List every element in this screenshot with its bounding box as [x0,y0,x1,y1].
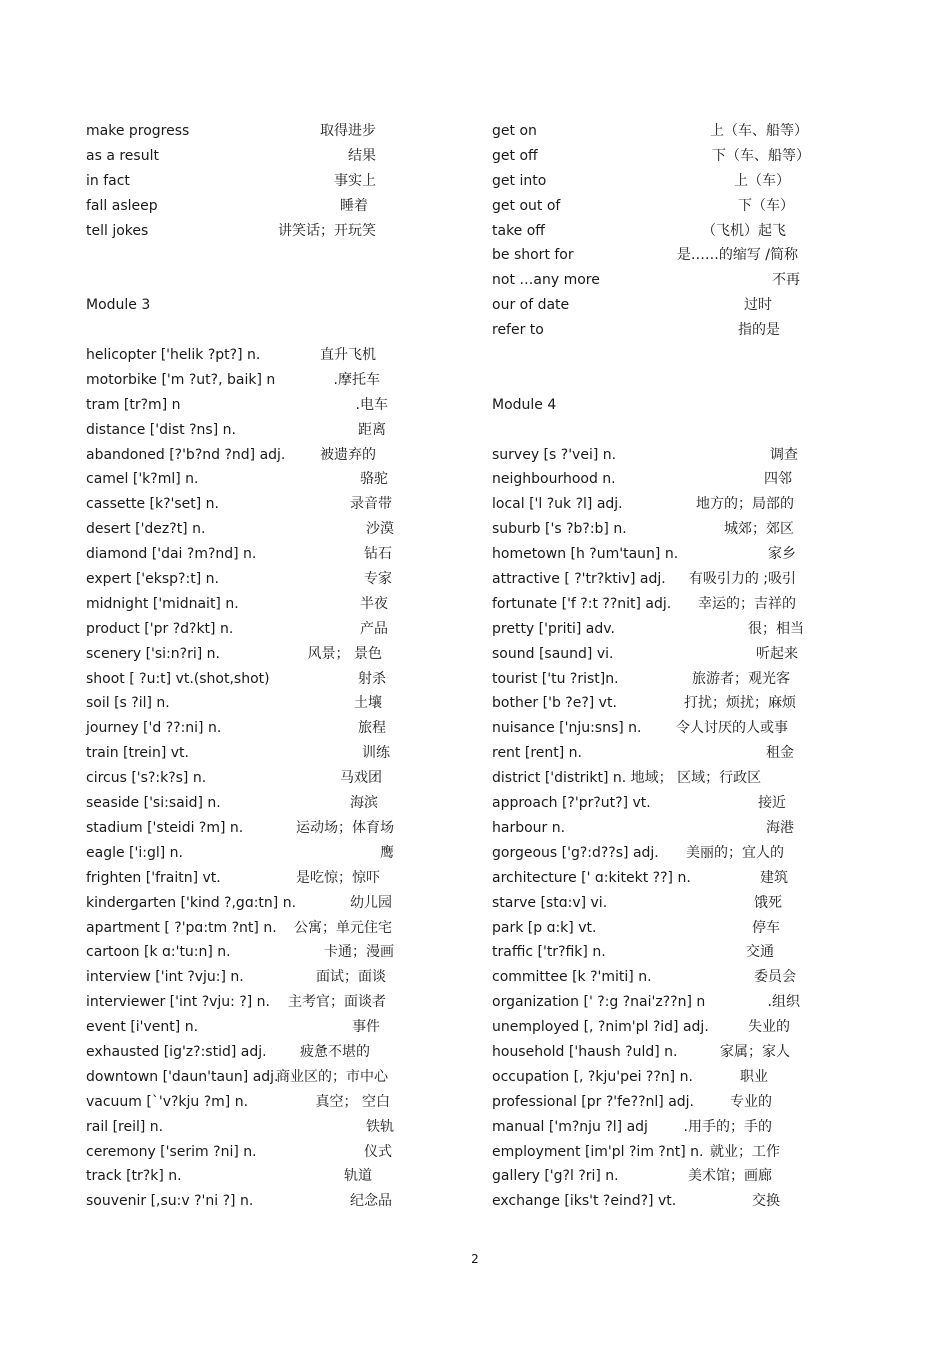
vocab-translation: 海滨 [350,795,378,812]
vocab-entry [86,343,406,368]
vocab-entry [86,517,406,542]
vocab-translation: 职业 [740,1068,768,1085]
vocab-translation: 仪式 [364,1143,392,1160]
module-heading-text: Module 3 [86,297,151,314]
vocab-term: professional [pr ?'fe??nl] adj. [492,1093,694,1110]
vocab-translation: 听起来 [756,645,798,662]
vocab-term: midnight ['midnait] n. [86,595,239,612]
vocab-translation: 产品 [360,620,388,637]
vocab-entry [86,816,406,841]
blank-line [86,318,406,343]
vocab-entry [492,816,822,841]
vocab-entry [86,467,406,492]
vocab-translation: （飞机）起飞 [702,222,786,239]
vocab-entry [492,492,822,517]
vocab-translation: 调查 [770,446,798,463]
blank-line [86,243,406,268]
vocab-translation: 上（车、船等） [710,123,808,139]
page-number: 2 [471,1252,479,1266]
vocab-term: track [tr?k] n. [86,1168,182,1185]
vocab-translation: 四邻 [764,471,792,488]
vocab-entry [492,144,822,169]
vocab-term: helicopter ['helik ?pt?] n. [86,347,261,364]
vocab-term: district ['distrikt] n. 地域； 区域；行政区 [492,770,762,787]
vocab-translation: 交通 [746,944,774,961]
vocab-entry [492,1040,822,1065]
vocab-entry [86,741,406,766]
vocab-term: be short for [492,247,574,264]
vocab-translation: .摩托车 [333,371,380,388]
vocab-term: kindergarten ['kind ?,gɑ:tn] n. [86,894,297,911]
vocab-entry [86,418,406,443]
vocab-term: take off [492,222,545,239]
vocab-translation: .用手的；手的 [683,1118,772,1135]
vocab-translation: 是……的缩写 /简称 [676,247,798,264]
vocab-entry [86,219,406,244]
vocab-term: rail [reil] n. [86,1118,164,1135]
vocab-translation: 上（车） [734,172,790,189]
vocab-entry [86,916,406,941]
vocab-translation: 直升飞机 [320,347,376,364]
vocab-term: fall asleep [86,197,158,214]
vocab-entry [86,144,406,169]
vocab-entry [492,617,822,642]
vocab-translation: 事件 [352,1019,380,1036]
vocab-term: get out of [492,197,561,214]
vocab-entry [86,891,406,916]
vocab-translation: .组织 [767,994,800,1011]
vocab-translation: 沙漠 [366,521,394,538]
vocab-term: gallery ['g?l ?ri] n. [492,1168,619,1185]
vocab-translation: 铁轨 [366,1118,394,1135]
vocab-entry [492,1015,822,1040]
vocab-entry [86,1090,406,1115]
vocab-entry [86,691,406,716]
vocab-entry [492,866,822,891]
vocab-term: unemployed [, ?nim'pl ?id] adj. [492,1019,709,1036]
vocab-entry [492,766,822,791]
vocab-term: architecture [' ɑ:kitekt ??] n. [492,869,691,886]
vocab-entry [86,1164,406,1189]
vocab-term: desert ['dez?t] n. [86,521,206,538]
vocab-translation: 专业的 [730,1093,772,1110]
vocab-translation: 真空； 空白 [315,1093,390,1110]
vocab-term: in fact [86,172,130,189]
blank-line [492,343,822,368]
vocab-translation: 距离 [358,421,386,438]
vocab-term: soil [s ?il] n. [86,695,170,712]
vocab-translation: 风景； 景色 [307,645,382,662]
vocab-entry [86,567,406,592]
vocab-entry [86,791,406,816]
vocab-entry [86,492,406,517]
vocab-term: fortunate ['f ?:t ??nit] adj. [492,595,672,612]
vocab-translation: 交换 [752,1193,780,1210]
vocab-term: pretty ['priti] adv. [492,620,615,637]
vocab-translation: .电车 [355,396,388,413]
vocab-translation: 旅程 [358,720,386,737]
vocab-term: traffic ['tr?fik] n. [492,944,606,961]
vocab-translation: 停车 [752,919,780,936]
vocab-term: harbour n. [492,819,566,836]
vocab-term: manual ['m?nju ?l] adj [492,1118,648,1135]
module-heading [86,293,406,318]
vocab-term: exhausted [ig'z?:stid] adj. [86,1043,267,1060]
vocab-translation: 过时 [744,297,772,314]
vocab-translation: 家乡 [768,546,796,563]
vocab-term: distance ['dist ?ns] n. [86,421,236,438]
vocab-term: neighbourhood n. [492,471,616,488]
vocab-entry [86,443,406,468]
vocab-translation: 轨道 [344,1168,372,1185]
vocab-translation: 面试；面谈 [316,969,386,986]
vocab-entry [492,965,822,990]
vocab-term: event [i'vent] n. [86,1019,199,1036]
vocab-translation: 被遗弃的 [320,446,376,463]
vocab-translation: 打扰；烦扰；麻烦 [684,695,796,712]
vocab-translation: 饿死 [754,894,782,911]
vocab-term: tourist ['tu ?rist]n. [492,670,619,687]
vocab-entry [492,741,822,766]
vocab-entry [86,1040,406,1065]
vocab-translation: 建筑 [760,869,788,886]
vocab-term: household ['haush ?uld] n. [492,1043,678,1060]
vocab-translation: 疲惫不堪的 [300,1043,370,1060]
vocab-translation: 下（车、船等） [712,147,810,164]
vocab-term: our of date [492,297,570,314]
vocab-translation: 卡通；漫画 [324,944,394,961]
vocab-translation: 委员会 [754,969,796,986]
vocab-entry [492,940,822,965]
vocab-translation: 半夜 [360,595,388,612]
vocab-term: hometown [h ?um'taun] n. [492,546,679,563]
vocab-entry [86,841,406,866]
module-heading [492,393,822,418]
vocab-entry [492,791,822,816]
vocab-translation: 结果 [348,147,376,164]
vocab-translation: 讲笑话；开玩笑 [278,222,376,239]
vocab-translation: 鹰 [380,844,394,861]
vocab-entry [86,866,406,891]
vocab-entry [86,1115,406,1140]
vocab-term: seaside ['si:said] n. [86,795,221,812]
vocab-entry [86,940,406,965]
vocab-translation: 射杀 [358,670,386,687]
vocab-translation: 幼儿园 [350,894,392,911]
blank-line [86,268,406,293]
vocab-translation: 租金 [766,745,794,762]
vocab-entry [492,1090,822,1115]
vocab-translation: 美丽的；宜人的 [686,844,784,861]
vocab-term: journey ['d ??:ni] n. [86,720,222,737]
vocab-translation: 训练 [362,745,390,762]
vocab-term: tram [tr?m] n [86,396,181,413]
vocab-entry [492,1065,822,1090]
vocab-term: cartoon [k ɑ:'tu:n] n. [86,944,231,961]
vocab-term: scenery ['si:n?ri] n. [86,645,220,662]
vocab-term: souvenir [,su:v ?'ni ?] n. [86,1193,254,1210]
vocab-term: get on [492,123,537,139]
vocab-translation: 接近 [758,795,786,812]
vocab-term: camel ['k?ml] n. [86,471,199,488]
vocab-translation: 录音带 [350,496,392,513]
right-column [492,119,822,1214]
vocab-translation: 运动场；体育场 [296,819,394,836]
vocab-term: refer to [492,322,544,339]
vocab-entry [492,293,822,318]
blank-line [492,418,822,443]
vocab-entry [492,119,822,144]
vocab-term: interviewer ['int ?vju: ?] n. [86,994,271,1011]
vocab-term: vacuum [`'v?kju ?m] n. [86,1093,249,1110]
vocab-term: occupation [, ?kju'pei ??n] n. [492,1068,693,1085]
vocab-entry [492,443,822,468]
vocab-entry [492,691,822,716]
vocab-translation: 钻石 [364,546,392,563]
vocab-translation: 指的是 [738,322,780,339]
vocab-translation: 下（车） [738,197,794,214]
vocab-term: exchange [iks't ?eind?] vt. [492,1193,677,1210]
vocab-entry [86,1189,406,1214]
vocab-term: downtown ['daun'taun] adj. [86,1068,279,1085]
module-heading-text: Module 4 [492,396,557,413]
vocab-entry [86,1140,406,1165]
vocab-term: starve [stɑ:v] vi. [492,894,608,911]
vocab-term: approach [?'pr?ut?] vt. [492,795,651,812]
vocab-term: ceremony ['serim ?ni] n. [86,1143,257,1160]
vocab-entry [492,716,822,741]
vocab-term: survey [s ?'vei] n. [492,446,617,463]
vocab-entry [86,716,406,741]
vocab-term: cassette [k?'set] n. [86,496,219,513]
vocab-term: bother ['b ?e?] vt. [492,695,617,712]
vocab-entry [492,567,822,592]
blank-line [492,368,822,393]
vocab-term: product ['pr ?d?kt] n. [86,620,234,637]
vocab-translation: 专家 [364,571,392,588]
vocab-term: get off [492,147,538,164]
vocab-entry [86,642,406,667]
vocab-translation: 城郊；郊区 [724,521,794,538]
vocab-translation: 有吸引力的 ;吸引 [688,571,796,588]
vocab-translation: 很；相当 [748,620,804,637]
vocab-term: shoot [ ?u:t] vt.(shot,shot) [86,670,270,687]
vocab-term: tell jokes [86,222,149,239]
vocab-translation: 马戏团 [340,770,382,787]
vocab-entry [492,642,822,667]
vocab-term: diamond ['dai ?m?nd] n. [86,546,257,563]
vocab-entry [492,1189,822,1214]
vocab-term: circus ['s?:k?s] n. [86,770,207,787]
vocab-term: employment [im'pl ?im ?nt] n. [492,1143,704,1160]
vocab-entry [86,667,406,692]
vocab-entry [86,1015,406,1040]
vocab-translation: 就业；工作 [710,1143,780,1160]
vocab-translation: 旅游者；观光客 [692,670,790,687]
vocab-entry [492,194,822,219]
vocab-entry [86,542,406,567]
vocab-term: motorbike ['m ?ut?, baik] n [86,371,276,388]
vocab-translation: 海港 [766,819,794,836]
vocab-entry [86,119,406,144]
vocab-entry [492,990,822,1015]
vocab-term: eagle ['i:gl] n. [86,844,183,861]
vocab-translation: 美术馆；画廊 [688,1168,772,1185]
vocab-entry [492,243,822,268]
vocab-translation: 不再 [772,272,800,289]
vocab-entry [86,990,406,1015]
vocab-term: abandoned [?'b?nd ?nd] adj. [86,446,286,463]
vocab-entry [86,592,406,617]
vocab-translation: 公寓；单元住宅 [294,919,392,936]
vocab-entry [492,916,822,941]
vocab-term: park [p ɑ:k] vt. [492,919,597,936]
vocab-entry [86,368,406,393]
vocab-entry [492,467,822,492]
vocab-term: attractive [ ?'tr?ktiv] adj. [492,571,666,588]
vocab-term: not …any more [492,272,600,289]
vocab-term: apartment [ ?'pɑ:tm ?nt] n. [86,919,277,936]
vocab-entry [492,891,822,916]
vocab-translation: 幸运的；吉祥的 [698,595,796,612]
vocab-translation: 商业区的；市中心 [276,1068,388,1085]
vocab-translation: 是吃惊；惊吓 [296,869,380,886]
vocab-entry [492,517,822,542]
vocab-translation: 地方的；局部的 [696,496,794,513]
vocab-entry [86,1065,406,1090]
vocab-term: frighten ['fraitn] vt. [86,869,221,886]
vocab-entry [492,667,822,692]
vocab-term: make progress [86,123,190,139]
vocab-entry [492,318,822,343]
vocab-entry [492,219,822,244]
vocab-term: rent [rent] n. [492,745,582,762]
vocab-translation: 主考官；面谈者 [288,994,386,1011]
vocab-entry [86,393,406,418]
vocab-translation: 令人讨厌的人或事 [676,720,788,737]
vocab-term: as a result [86,147,159,164]
vocab-translation: 纪念品 [350,1193,392,1210]
left-column [86,119,406,1214]
vocab-entry [492,169,822,194]
vocab-term: interview ['int ?vju:] n. [86,969,244,986]
vocab-term: sound [saund] vi. [492,645,614,662]
vocab-entry [492,268,822,293]
vocab-entry [86,617,406,642]
vocab-term: committee [k ?'miti] n. [492,969,652,986]
vocab-translation: 土壤 [354,695,382,712]
vocab-term: organization [' ?:g ?nai'z??n] n [492,994,706,1011]
vocab-entry [86,194,406,219]
vocab-entry [492,542,822,567]
vocab-entry [86,965,406,990]
vocab-translation: 骆驼 [360,471,388,488]
vocab-term: expert ['eksp?:t] n. [86,571,219,588]
vocab-entry [492,1115,822,1140]
vocab-term: get into [492,172,547,189]
vocab-entry [86,169,406,194]
vocab-term: nuisance ['nju:sns] n. [492,720,642,737]
vocab-translation: 取得进步 [320,123,376,139]
vocab-translation: 事实上 [334,172,376,189]
vocab-term: stadium ['steidi ?m] n. [86,819,244,836]
vocab-translation: 失业的 [748,1019,790,1036]
vocab-entry [492,841,822,866]
vocab-term: gorgeous ['g?:d??s] adj. [492,844,659,861]
vocab-term: train [trein] vt. [86,745,189,762]
vocab-translation: 家属；家人 [720,1043,790,1060]
vocab-term: suburb ['s ?b?:b] n. [492,521,627,538]
vocab-entry [86,766,406,791]
vocab-entry [492,592,822,617]
vocab-entry [492,1140,822,1165]
vocab-term: local ['l ?uk ?l] adj. [492,496,623,513]
vocab-translation: 睡着 [340,197,368,214]
vocab-entry [492,1164,822,1189]
